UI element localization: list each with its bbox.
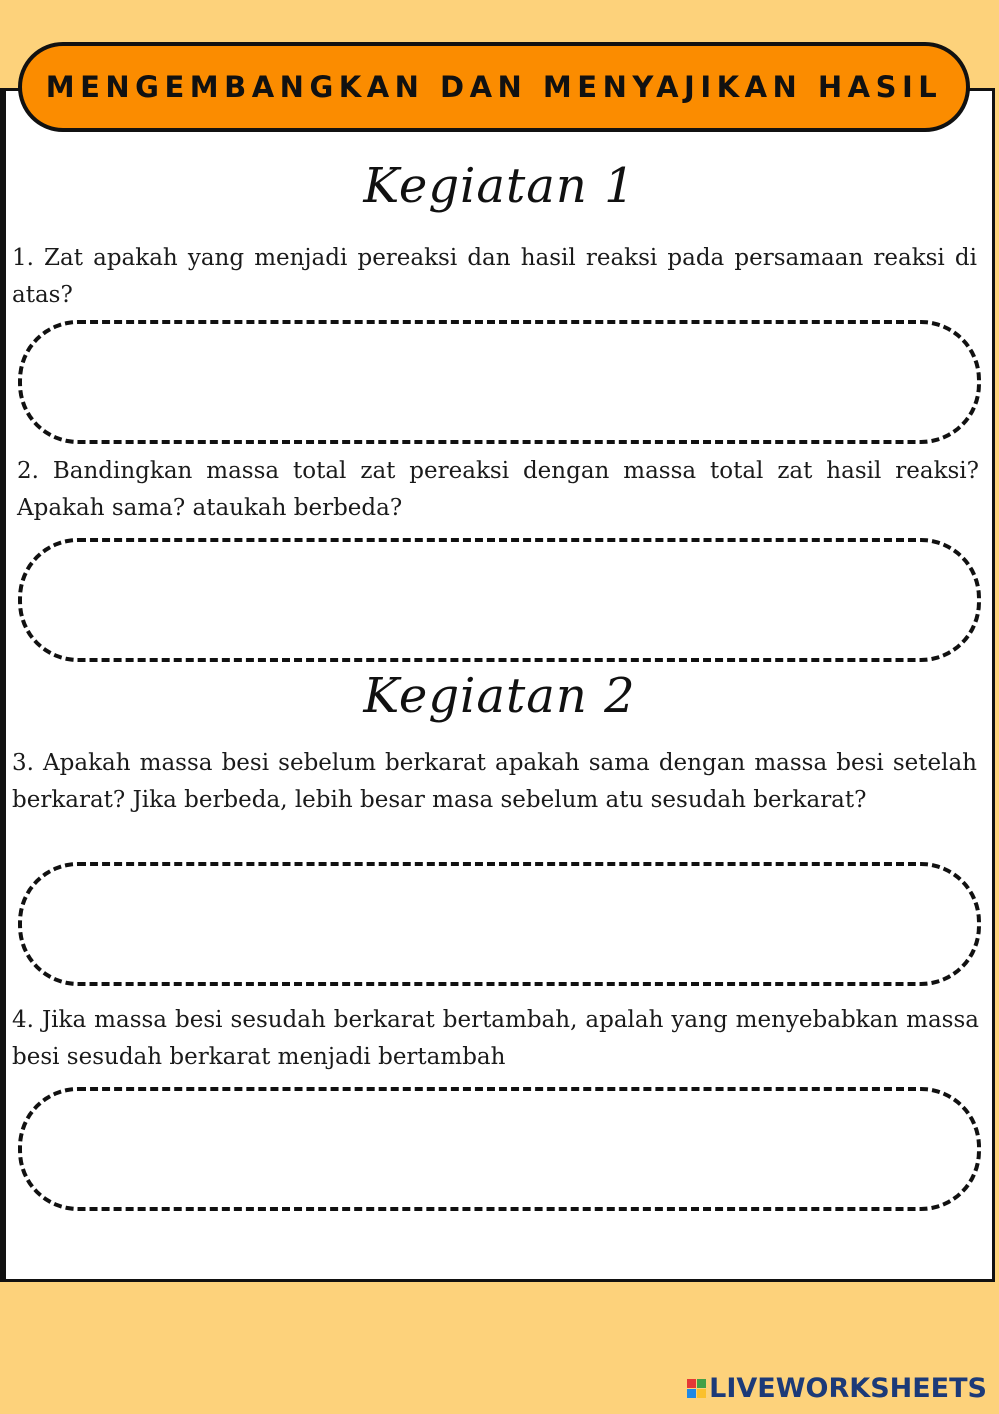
answer-field-2[interactable]	[18, 538, 981, 662]
section-heading-1: Kegiatan 1	[363, 158, 636, 214]
question-1: 1. Zat apakah yang menjadi pereaksi dan hasil reaksi pada persamaan reaksi di atas?	[12, 245, 977, 308]
liveworksheets-brand[interactable]	[687, 1373, 987, 1404]
question-4: 4. Jika massa besi sesudah berkarat bertambah, apalah yang menyebabkan massa besi sesudah berkarat menjadi bertambah	[12, 1007, 979, 1070]
answer-field-3[interactable]	[18, 862, 981, 986]
brand-name: LIVEWORKSHEETS	[709, 1373, 987, 1404]
question-2: 2. Bandingkan massa total zat pereaksi dengan massa total zat hasil reaksi? Apakah sama? ataukah berbeda?	[17, 458, 979, 521]
page-title: MENGEMBANGKAN DAN MENYAJIKAN HASIL	[45, 70, 943, 104]
title-banner	[18, 42, 970, 132]
answer-field-4[interactable]	[18, 1087, 981, 1211]
section-heading-2: Kegiatan 2	[363, 668, 636, 724]
question-3: 3. Apakah massa besi sebelum berkarat apakah sama dengan massa besi setelah berkarat? Jika berbeda, lebih besar masa sebelum atu sesudah berkarat?	[12, 750, 977, 813]
liveworksheets-logo-icon	[687, 1379, 706, 1398]
answer-field-1[interactable]	[18, 320, 981, 444]
